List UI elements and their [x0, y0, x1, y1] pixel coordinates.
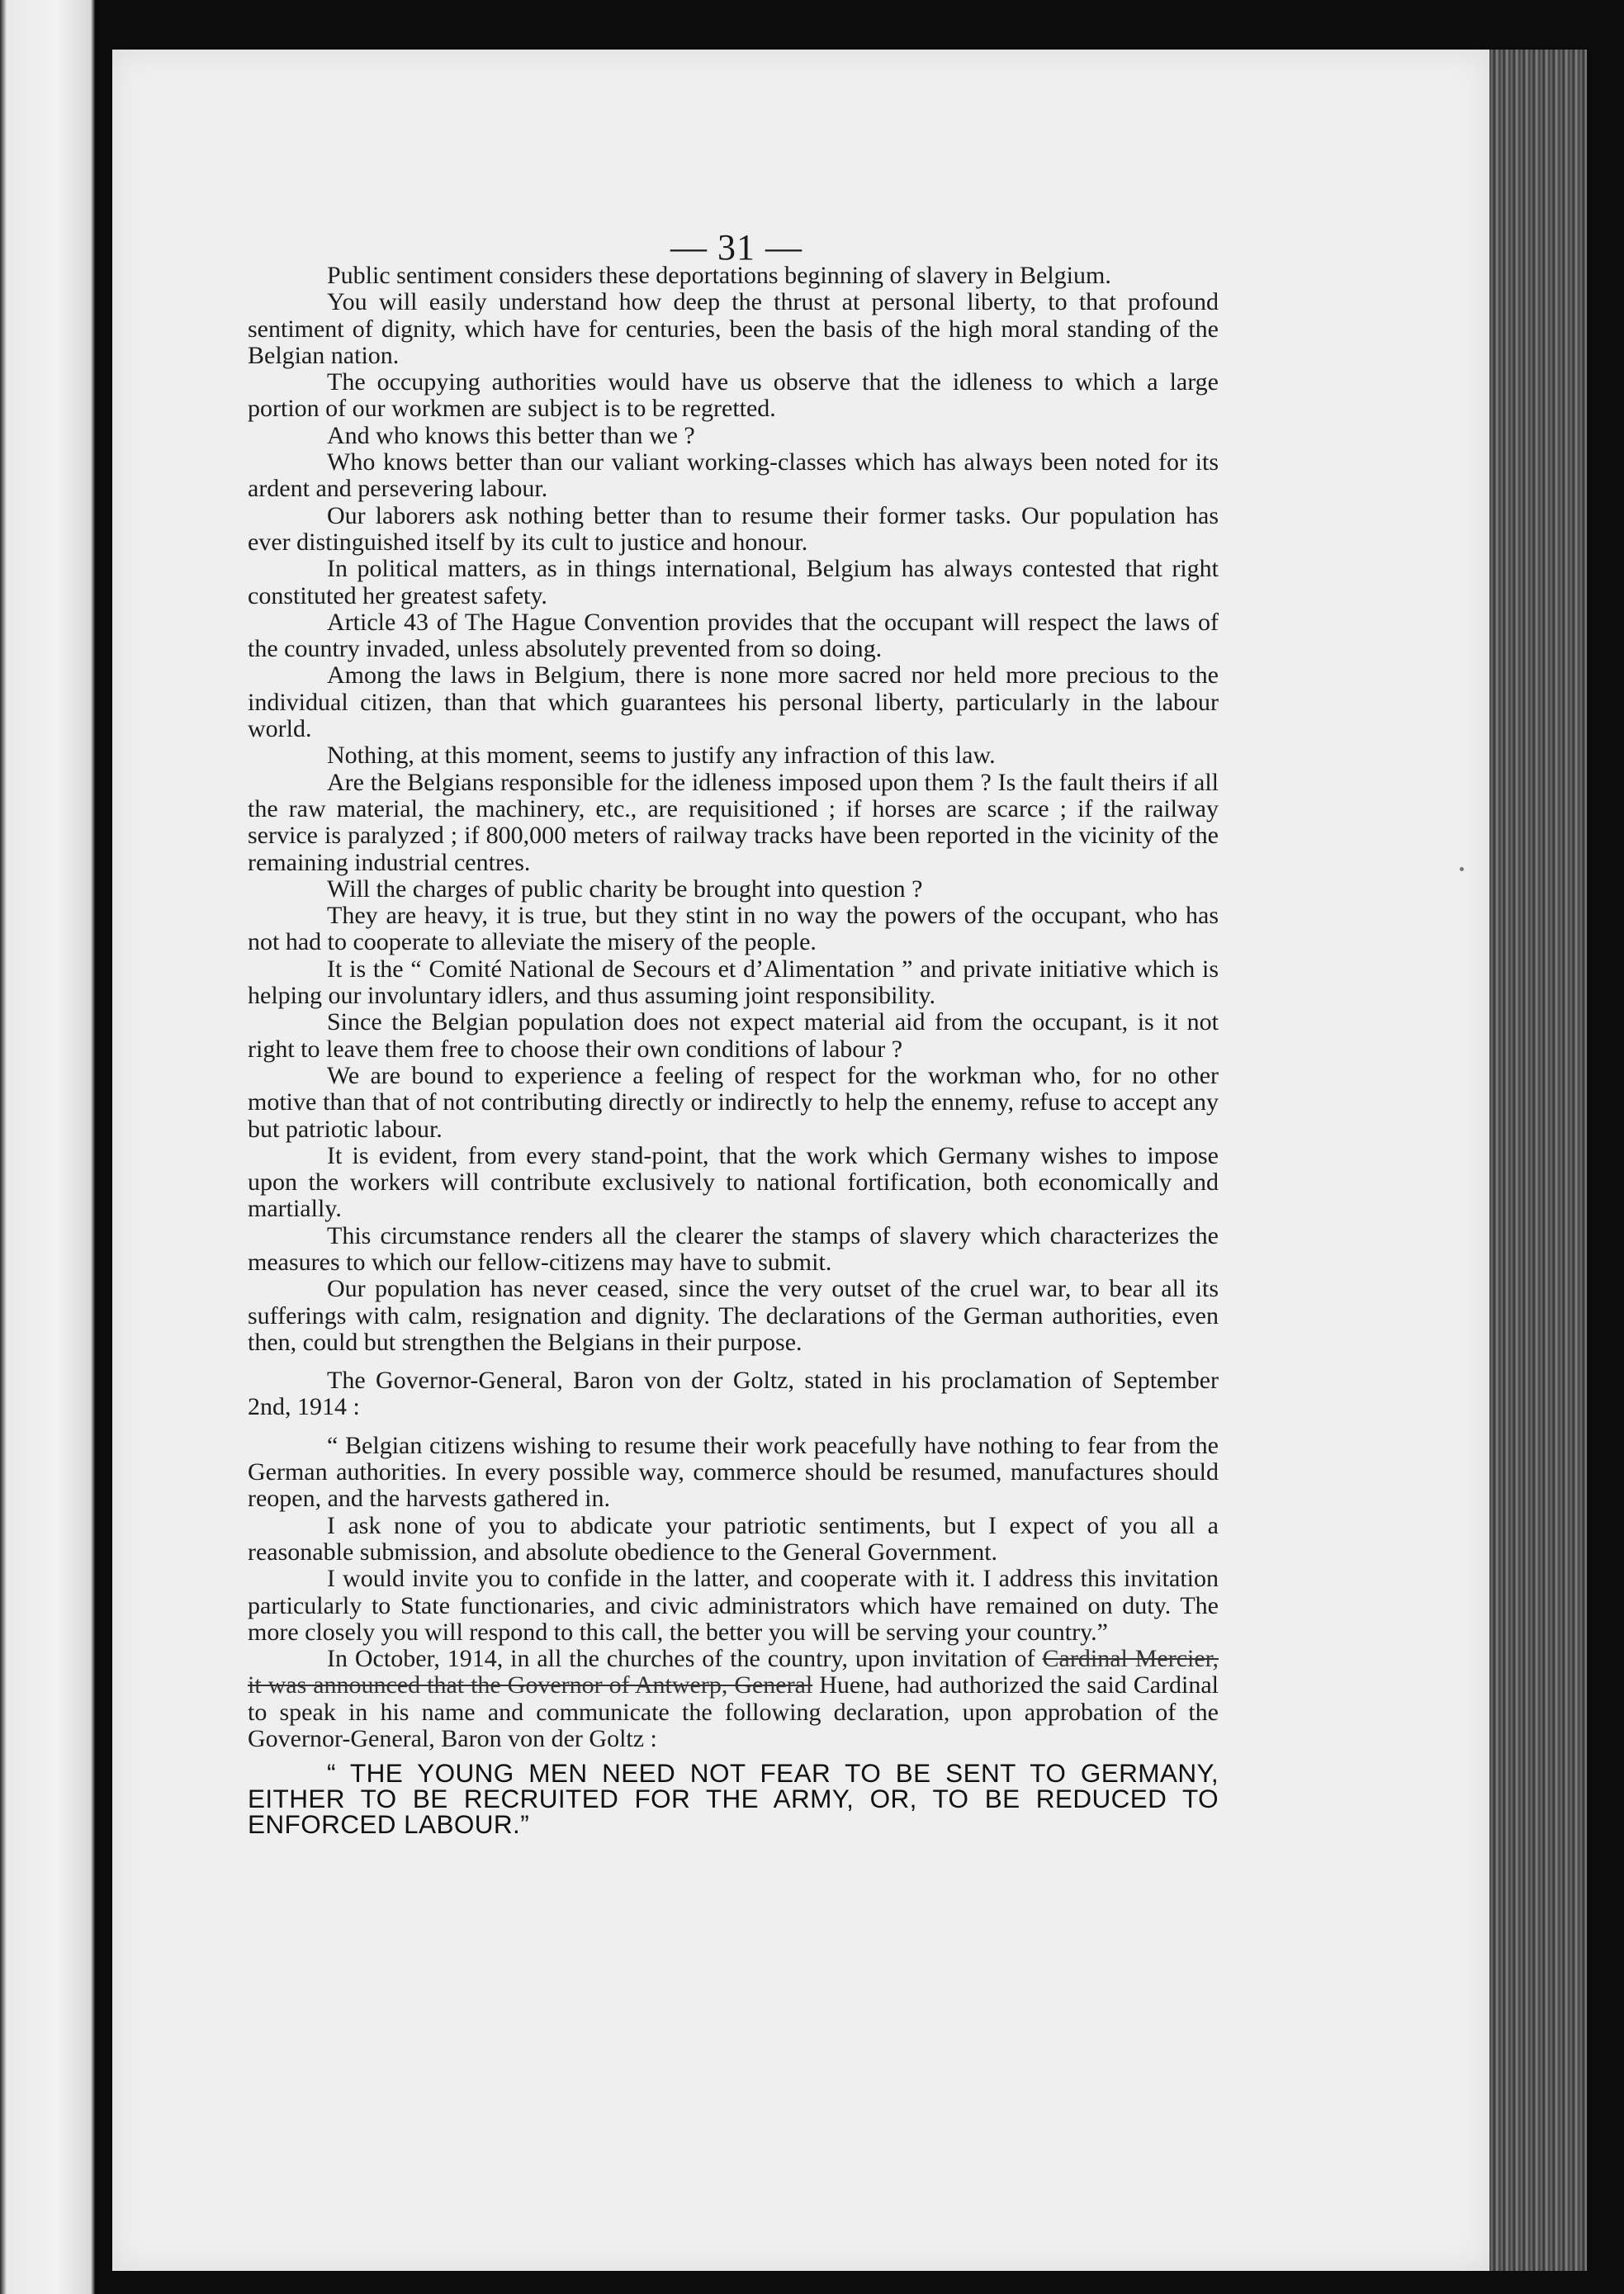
paragraph-segment: Huene, had authorized the said Cardinal to speak in his name and communicate the following declaration, upon approbation of the Governor-General, Baron von der Goltz : — [248, 1671, 1219, 1753]
paragraph: We are bound to experience a feeling of respect for the workman who, for no other motive than that of not contributing directly or indirectly to help the ennemy, refuse to accept any but patriotic labour. — [248, 1061, 1219, 1143]
paragraph: This circumstance renders all the clearer the stamps of slavery which characterizes the measures to which our fellow-citizens may have to submit. — [248, 1221, 1219, 1276]
paragraph: Nothing, at this moment, seems to justify any infraction of this law. — [327, 742, 996, 770]
body-text — [248, 262, 1219, 1840]
paragraph: You will easily understand how deep the thrust at personal liberty, to that profound sentiment of dignity, which have for centuries, been the basis of the high moral standing of the Belgian nation. — [248, 288, 1219, 369]
paragraph: It is the “ Comité National de Secours et d’Alimentation ” and private initiative which is helping our involuntary idlers, and thus assuming joint responsibility. — [248, 955, 1219, 1010]
paragraph: Since the Belgian population does not expect material aid from the occupant, is it not right to leave them free to choose their own conditions of labour ? — [248, 1008, 1219, 1063]
page-number: — 31 — — [670, 227, 803, 268]
paragraph-october-1914 — [248, 1646, 1219, 1752]
struck-through-line: Cardinal Mercier, it was announced that the Governor of Antwerp, General — [248, 1645, 1219, 1699]
paragraph: It is evident, from every stand-point, that the work which Germany wishes to impose upon the workers will contribute exclusively to national fortification, both economically and martially. — [248, 1141, 1219, 1223]
paragraph: Who knows better than our valiant working-classes which has always been noted for its ardent and persevering labour. — [248, 448, 1219, 503]
left-page-edge — [0, 0, 95, 2294]
paragraph: Will the charges of public charity be brought into question ? — [327, 874, 923, 903]
paragraph: Our laborers ask nothing better than to resume their former tasks. Our population has ever distinguished itself by its cult to justice and honour. — [248, 501, 1219, 556]
paragraph: Public sentiment considers these deportations beginning of slavery in Belgium. — [327, 262, 1111, 289]
paragraph: They are heavy, it is true, but they stint in no way the powers of the occupant, who has not had to cooperate to alleviate the misery of the people. — [248, 902, 1219, 956]
paragraph: Are the Belgians responsible for the idleness imposed upon them ? Is the fault theirs if all the raw material, the machinery, etc., are requisitioned ; if horses are scarce ; if the railway service is paralyzed ; if 800,000 meters of railway tracks have been reported in the vicinity of the remaining industrial centres. — [248, 768, 1219, 876]
book-page-stack-edge — [1489, 50, 1587, 2271]
declaration-capitals: “ THE YOUNG MEN NEED NOT FEAR TO BE SENT TO GERMANY, EITHER TO BE RECRUITED FOR THE ARMY, OR, TO BE REDUCED TO ENFORCED LABOUR.” — [248, 1758, 1219, 1840]
quoted-proclamation: I ask none of you to abdicate your patriotic sentiments, but I expect of you all a reasonable submission, and absolute obedience to the General Government. — [248, 1511, 1219, 1566]
ink-speck — [1460, 867, 1464, 871]
quoted-proclamation: I would invite you to confide in the latter, and cooperate with it. I address this invitation particularly to State functionaries, and civic administrators which have remained on duty. The more closely you will respond to this call, the better you will be serving your country.” — [248, 1565, 1219, 1646]
paragraph-segment: In October, 1914, in all the churches of the country, upon invitation of — [327, 1645, 1043, 1673]
paragraph: The Governor-General, Baron von der Goltz, stated in his proclamation of September 2nd, 1914 : — [248, 1367, 1219, 1421]
paragraph: Article 43 of The Hague Convention provides that the occupant will respect the laws of the country invaded, unless absolutely prevented from so doing. — [248, 608, 1219, 663]
paragraph: Our population has never ceased, since the very outset of the cruel war, to bear all its sufferings with calm, resignation and dignity. The declarations of the German authorities, even then, could but strengthen the Belgians in their purpose. — [248, 1275, 1219, 1356]
paragraph: Among the laws in Belgium, there is none more sacred nor held more precious to the individual citizen, than that which guarantees his personal liberty, particularly in the labour world. — [248, 661, 1219, 743]
quoted-proclamation: “ Belgian citizens wishing to resume their work peacefully have nothing to fear from the German authorities. In every possible way, commerce should be resumed, manufactures should reopen, and the harvests gathered in. — [248, 1431, 1219, 1513]
paragraph: The occupying authorities would have us observe that the idleness to which a large portion of our workmen are subject is to be regretted. — [248, 368, 1219, 423]
paragraph: In political matters, as in things international, Belgium has always contested that right constituted her greatest safety. — [248, 555, 1219, 609]
paragraph: And who knows this better than we ? — [327, 421, 695, 449]
